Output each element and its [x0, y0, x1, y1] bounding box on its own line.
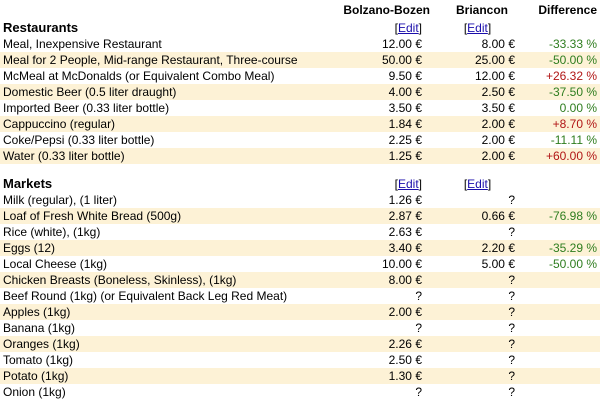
edit-link-city2[interactable]: Edit — [467, 21, 488, 35]
item-name: Coke/Pepsi (0.33 liter bottle) — [3, 133, 155, 147]
item-name: Potato (1kg) — [0, 368, 332, 384]
edit-link-city1[interactable]: Edit — [397, 21, 419, 35]
spacer-cell — [520, 164, 600, 176]
price-city1: ? — [415, 385, 422, 399]
item-name: Milk (regular), (1 liter) — [3, 193, 118, 207]
table-row — [0, 68, 600, 84]
price-difference — [520, 272, 600, 288]
table-row — [0, 368, 600, 384]
price-city1: 50.00 € — [332, 52, 435, 68]
header-difference: Difference — [538, 3, 597, 17]
table-row — [0, 100, 600, 116]
price-difference: -11.11 % — [550, 133, 597, 147]
section-edit-cell: [Edit] — [394, 177, 422, 191]
table-row — [0, 132, 600, 148]
item-name: Imported Beer (0.33 liter bottle) — [3, 101, 170, 115]
spacer-cell — [332, 164, 435, 176]
table-row — [0, 84, 600, 100]
price-city2: ? — [435, 304, 520, 320]
price-city2: ? — [435, 336, 520, 352]
price-difference: 0.00 % — [559, 101, 597, 115]
section-header-row — [0, 20, 600, 36]
price-city2: 2.00 € — [481, 133, 515, 147]
section-title: Markets — [3, 176, 53, 191]
price-city2: ? — [508, 289, 515, 303]
table-row — [0, 256, 600, 272]
table-row — [0, 288, 600, 304]
price-city2: ? — [435, 272, 520, 288]
price-difference — [520, 320, 600, 336]
section-edit-cell: [Edit] — [394, 21, 422, 35]
price-city2: 5.00 € — [481, 257, 515, 271]
price-city2: 12.00 € — [474, 69, 515, 83]
price-city2: ? — [508, 385, 515, 399]
item-name: Beef Round (1kg) (or Equivalent Back Leg Red Meat) — [3, 289, 288, 303]
price-city2: ? — [508, 193, 515, 207]
header-city2: Briancon — [455, 3, 508, 17]
price-city1: 8.00 € — [332, 272, 435, 288]
table-row — [0, 224, 600, 240]
price-city1: ? — [415, 321, 422, 335]
item-name: Banana (1kg) — [3, 321, 76, 335]
edit-link-city2[interactable]: Edit — [467, 177, 488, 191]
price-difference: +60.00 % — [520, 148, 600, 164]
price-city2: 25.00 € — [435, 52, 520, 68]
price-difference — [520, 352, 600, 368]
price-city2: 0.66 € — [435, 208, 520, 224]
price-city2: 2.00 € — [435, 116, 520, 132]
price-difference — [520, 304, 600, 320]
table-row — [0, 304, 600, 320]
section-diff-cell — [520, 176, 600, 192]
header-city1: Bolzano-Bozen — [343, 3, 430, 17]
table-row — [0, 352, 600, 368]
item-name: Onion (1kg) — [3, 385, 66, 399]
item-name: Meal, Inexpensive Restaurant — [3, 37, 162, 51]
price-city2: ? — [435, 368, 520, 384]
price-city2: 2.20 € — [435, 240, 520, 256]
price-city1: 9.50 € — [388, 69, 422, 83]
price-difference — [520, 368, 600, 384]
item-name: Domestic Beer (0.5 liter draught) — [0, 84, 332, 100]
table-row — [0, 116, 600, 132]
price-city1: 2.50 € — [388, 353, 422, 367]
table-row — [0, 272, 600, 288]
price-city2: 2.00 € — [435, 148, 520, 164]
price-difference: +8.70 % — [520, 116, 600, 132]
price-city1: ? — [415, 289, 422, 303]
price-difference — [520, 336, 600, 352]
item-name: McMeal at McDonalds (or Equivalent Combo Meal) — [3, 69, 275, 83]
price-city1: 12.00 € — [381, 37, 422, 51]
price-city1: 2.25 € — [388, 133, 422, 147]
item-name: Oranges (1kg) — [0, 336, 332, 352]
price-difference — [520, 384, 600, 400]
price-city1: 10.00 € — [381, 257, 422, 271]
price-city1: 1.30 € — [332, 368, 435, 384]
table-row — [0, 336, 600, 352]
price-city1: 2.63 € — [388, 225, 422, 239]
price-difference: -76.98 % — [520, 208, 600, 224]
price-difference: -50.00 % — [548, 257, 597, 271]
price-city1: 4.00 € — [332, 84, 435, 100]
item-name: Tomato (1kg) — [3, 353, 74, 367]
price-difference — [520, 288, 600, 304]
price-city2: 8.00 € — [481, 37, 515, 51]
section-header-row — [0, 176, 600, 192]
table-row — [0, 36, 600, 52]
item-name: Loaf of Fresh White Bread (500g) — [0, 208, 332, 224]
section-edit-cell: [Edit] — [463, 21, 492, 35]
price-city2: ? — [508, 225, 515, 239]
price-city1: 1.25 € — [332, 148, 435, 164]
price-city1: 2.26 € — [332, 336, 435, 352]
item-name: Apples (1kg) — [0, 304, 332, 320]
table-row — [0, 148, 600, 164]
price-difference: -33.33 % — [548, 37, 597, 51]
section-title: Restaurants — [3, 20, 79, 35]
price-city1: 2.00 € — [332, 304, 435, 320]
price-city1: 2.87 € — [332, 208, 435, 224]
table-row — [0, 240, 600, 256]
table-row — [0, 208, 600, 224]
price-difference: -35.29 % — [520, 240, 600, 256]
spacer-cell — [0, 164, 332, 176]
price-city2: ? — [508, 353, 515, 367]
price-city2: ? — [508, 321, 515, 335]
item-name: Chicken Breasts (Boneless, Skinless), (1kg) — [0, 272, 332, 288]
price-difference: +26.32 % — [545, 69, 597, 83]
table-row — [0, 192, 600, 208]
section-diff-cell — [520, 20, 600, 36]
header-item-cell — [0, 0, 332, 20]
edit-link-city1[interactable]: Edit — [397, 177, 419, 191]
item-name: Cappuccino (regular) — [0, 116, 332, 132]
section-spacer — [0, 164, 600, 176]
spacer-cell — [435, 164, 520, 176]
price-city1: 3.50 € — [388, 101, 422, 115]
price-difference: -37.50 % — [520, 84, 600, 100]
price-difference — [520, 224, 600, 240]
price-city1: 3.40 € — [332, 240, 435, 256]
price-difference: -50.00 % — [520, 52, 600, 68]
item-name: Local Cheese (1kg) — [3, 257, 108, 271]
item-name: Rice (white), (1kg) — [3, 225, 101, 239]
table-row — [0, 384, 600, 400]
price-difference — [520, 192, 600, 208]
table-row — [0, 320, 600, 336]
price-city1: 1.84 € — [332, 116, 435, 132]
item-name: Water (0.33 liter bottle) — [0, 148, 332, 164]
table-row — [0, 52, 600, 68]
column-header-row — [0, 0, 600, 20]
price-city2: 3.50 € — [481, 101, 515, 115]
section-edit-cell: [Edit] — [463, 177, 492, 191]
price-city1: 1.26 € — [388, 193, 422, 207]
item-name: Eggs (12) — [0, 240, 332, 256]
item-name: Meal for 2 People, Mid-range Restaurant, Three-course — [0, 52, 332, 68]
price-city2: 2.50 € — [435, 84, 520, 100]
